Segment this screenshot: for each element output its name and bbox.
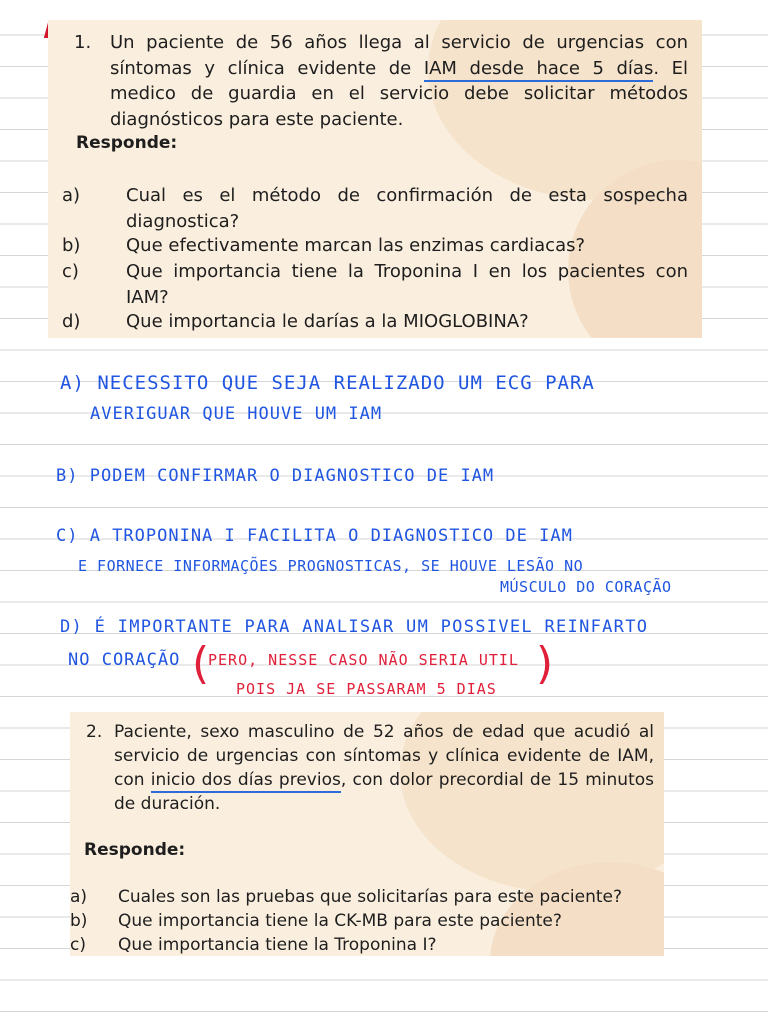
option-text: Que importancia tiene la CK-MB para este paciente?: [118, 911, 562, 931]
highlighted-phrase: IAM desde hace 5 días: [424, 58, 654, 82]
question-number: 2.: [86, 722, 103, 742]
answer-b-line-1: B) PODEM CONFIRMAR O DIAGNOSTICO DE IAM: [56, 466, 495, 486]
option-a: [70, 885, 660, 909]
option-c: [70, 933, 660, 956]
question-1: [74, 30, 688, 132]
highlighted-phrase: inicio dos días previos: [151, 770, 341, 793]
answer-a-line-1: A) NECESSITO QUE SEJA REALIZADO UM ECG PARA: [60, 372, 595, 394]
question-text: Paciente, sexo masculino de 52 años de edad que acudió al servicio de urgencias con síntomas y clínica evidente de IAM, con inicio dos días previos, con dolor precordial de 15 minutos de duración.: [114, 722, 655, 814]
option-text: Cuales son las pruebas que solicitarías para este paciente?: [118, 887, 623, 907]
answer-d-line-1: D) É IMPORTANTE PARA ANALISAR UM POSSIVEL REINFARTO: [60, 617, 649, 637]
responde-heading: Responde:: [76, 133, 178, 153]
answer-d-note-line-1: PERO, NESSE CASO NÃO SERIA UTIL: [208, 651, 519, 669]
option-text: Que importancia tiene la Troponina I en los pacientes con IAM?: [126, 261, 688, 308]
option-b: [70, 909, 660, 933]
responde-heading: Responde:: [84, 840, 186, 860]
question-text: Un paciente de 56 años llega al servicio de urgencias con síntomas y clínica evidente de IAM desde hace 5 días. El medico de guardia en el servicio debe solicitar métodos diagnósticos para este paciente.: [110, 32, 688, 130]
option-letter: a): [70, 887, 88, 907]
option-letter: c): [62, 261, 79, 282]
option-letter: a): [62, 185, 81, 206]
option-letter: b): [62, 235, 81, 256]
option-text: Que efectivamente marcan las enzimas cardiacas?: [126, 235, 586, 256]
option-text: Que importancia le darías a la MIOGLOBINA?: [126, 311, 529, 332]
option-letter: c): [70, 935, 86, 955]
red-open-paren: (: [192, 638, 210, 689]
option-letter: b): [70, 911, 88, 931]
answer-c-line-2: E FORNECE INFORMAÇÕES PROGNOSTICAS, SE HOUVE LESÃO NO: [78, 557, 584, 575]
answer-a-line-2: AVERIGUAR QUE HOUVE UM IAM: [90, 404, 383, 424]
option-b: [62, 233, 688, 259]
option-c: [62, 259, 688, 310]
answer-c-line-3: MÚSCULO DO CORAÇÃO: [500, 578, 672, 596]
red-close-paren: (: [536, 638, 554, 689]
option-a: [62, 183, 688, 234]
question-2: [86, 720, 654, 816]
answer-c-line-1: C) A TROPONINA I FACILITA O DIAGNOSTICO DE IAM: [56, 526, 573, 546]
question-2-card: [70, 712, 664, 956]
option-text: Que importancia tiene la Troponina I?: [118, 935, 437, 955]
question-number: 1.: [74, 32, 92, 53]
question-1-card: [48, 20, 702, 338]
answer-d-line-2: NO CORAÇÃO: [68, 650, 181, 670]
option-letter: d): [62, 311, 81, 332]
answer-d-note-line-2: POIS JA SE PASSARAM 5 DIAS: [236, 680, 497, 698]
option-d: [62, 309, 688, 335]
option-text: Cual es el método de confirmación de esta sospecha diagnostica?: [126, 185, 688, 232]
